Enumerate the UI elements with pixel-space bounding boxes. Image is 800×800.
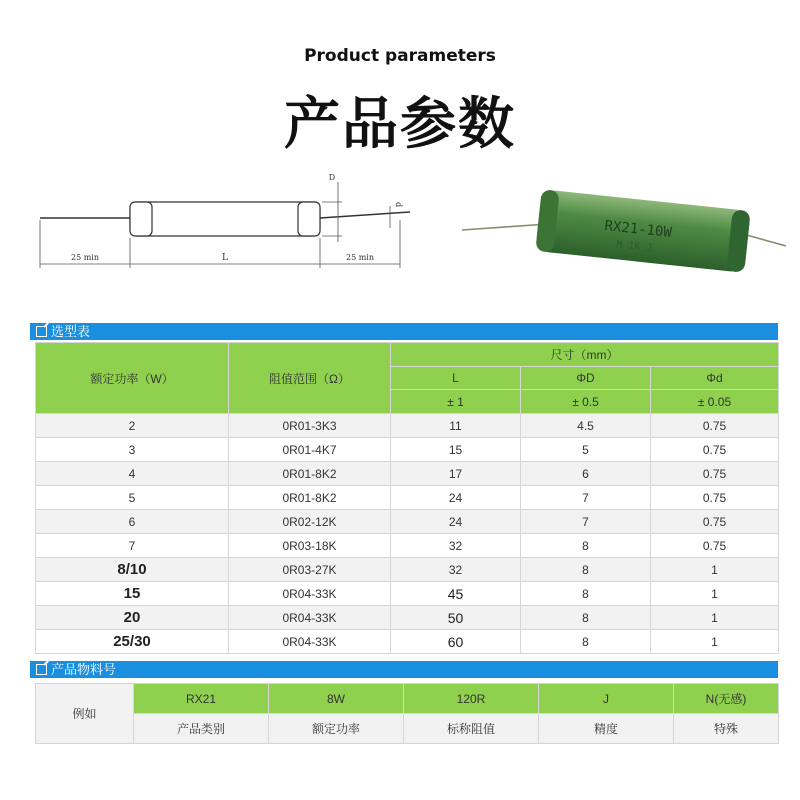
resistor-marking-2: M 1K J — [615, 239, 653, 255]
code-label-special: 特殊 — [674, 714, 779, 744]
L-cell: 50 — [391, 606, 521, 630]
d-cell: 1 — [651, 558, 779, 582]
range-cell: 0R04-33K — [229, 630, 391, 654]
selection-section-title: 选型表 — [51, 324, 91, 339]
external-link-icon — [36, 326, 47, 337]
code-label-power: 额定功率 — [269, 714, 404, 744]
part-code-section-title: 产品物料号 — [51, 662, 117, 677]
d-cell: 1 — [651, 606, 779, 630]
d-cell: 0.75 — [651, 510, 779, 534]
col-d-header: Φd — [651, 367, 779, 390]
part-code-table — [35, 683, 779, 744]
D-cell: 6 — [521, 462, 651, 486]
code-value-resistance: 120R — [404, 684, 539, 714]
range-cell: 0R04-33K — [229, 582, 391, 606]
power-cell: 7 — [36, 534, 229, 558]
D-cell: 8 — [521, 606, 651, 630]
title-chinese: 产品参数 — [284, 92, 516, 157]
D-cell: 7 — [521, 486, 651, 510]
tol-L: ± 1 — [391, 390, 521, 414]
table-row — [36, 582, 779, 606]
L-cell: 11 — [391, 414, 521, 438]
D-cell: 5 — [521, 438, 651, 462]
table-row — [36, 486, 779, 510]
D-cell: 4.5 — [521, 414, 651, 438]
L-cell: 32 — [391, 534, 521, 558]
external-link-icon — [36, 664, 47, 675]
range-cell: 0R02-12K — [229, 510, 391, 534]
table-row — [36, 534, 779, 558]
part-code-section-band — [30, 661, 778, 678]
table-row — [36, 558, 779, 582]
col-size-header: 尺寸（mm） — [391, 343, 779, 367]
resistor-photo — [458, 176, 788, 286]
body-length-label: L — [222, 253, 228, 263]
power-cell: 4 — [36, 462, 229, 486]
tol-D: ± 0.5 — [521, 390, 651, 414]
range-cell: 0R03-18K — [229, 534, 391, 558]
lead-right-label: 25 min — [345, 253, 375, 262]
range-cell: 0R01-8K2 — [229, 486, 391, 510]
power-cell: 25/30 — [36, 630, 229, 654]
table-row — [36, 414, 779, 438]
table-row — [36, 510, 779, 534]
selection-section-band — [30, 323, 778, 340]
d-cell: 0.75 — [651, 438, 779, 462]
L-cell: 17 — [391, 462, 521, 486]
d-cell: 1 — [651, 630, 779, 654]
code-value-category: RX21 — [134, 684, 269, 714]
code-label-category: 产品类别 — [134, 714, 269, 744]
col-L-header: L — [391, 367, 521, 390]
code-label-resistance: 标称阻值 — [404, 714, 539, 744]
resistor-marking-1: RX21-10W — [603, 218, 673, 241]
range-cell: 0R01-8K2 — [229, 462, 391, 486]
power-cell: 3 — [36, 438, 229, 462]
code-label-tolerance: 精度 — [539, 714, 674, 744]
L-cell: 15 — [391, 438, 521, 462]
example-label: 例如 — [36, 684, 134, 744]
d-cell: 0.75 — [651, 534, 779, 558]
range-cell: 0R04-33K — [229, 606, 391, 630]
title-english: Product parameters — [304, 46, 496, 66]
table-row — [36, 606, 779, 630]
selection-table — [35, 342, 779, 654]
code-value-power: 8W — [269, 684, 404, 714]
D-cell: 8 — [521, 582, 651, 606]
table-row — [36, 438, 779, 462]
power-cell: 2 — [36, 414, 229, 438]
col-D-header: ΦD — [521, 367, 651, 390]
tol-d: ± 0.05 — [651, 390, 779, 414]
d-cell: 0.75 — [651, 486, 779, 510]
L-cell: 60 — [391, 630, 521, 654]
range-cell: 0R01-4K7 — [229, 438, 391, 462]
power-cell: 15 — [36, 582, 229, 606]
D-cell: 8 — [521, 630, 651, 654]
D-cell: 8 — [521, 534, 651, 558]
d-cell: 0.75 — [651, 462, 779, 486]
D-cell: 7 — [521, 510, 651, 534]
d-cell: 0.75 — [651, 414, 779, 438]
code-value-special: N(无感) — [674, 684, 779, 714]
range-cell: 0R03-27K — [229, 558, 391, 582]
table-row — [36, 462, 779, 486]
L-cell: 24 — [391, 486, 521, 510]
L-cell: 45 — [391, 582, 521, 606]
power-cell: 5 — [36, 486, 229, 510]
D-cell: 8 — [521, 558, 651, 582]
d-cell: 1 — [651, 582, 779, 606]
range-cell: 0R01-3K3 — [229, 414, 391, 438]
code-value-tolerance: J — [539, 684, 674, 714]
power-cell: 6 — [36, 510, 229, 534]
table-row — [36, 630, 779, 654]
dimension-drawing — [30, 168, 420, 278]
power-cell: 20 — [36, 606, 229, 630]
diameter-D-label: D — [328, 173, 336, 182]
col-resistance-header: 阻值范围（Ω） — [229, 343, 391, 414]
diameter-d-label: d — [394, 202, 403, 208]
col-power-header: 额定功率（W） — [36, 343, 229, 414]
L-cell: 24 — [391, 510, 521, 534]
L-cell: 32 — [391, 558, 521, 582]
power-cell: 8/10 — [36, 558, 229, 582]
lead-left-label: 25 min — [70, 253, 100, 262]
